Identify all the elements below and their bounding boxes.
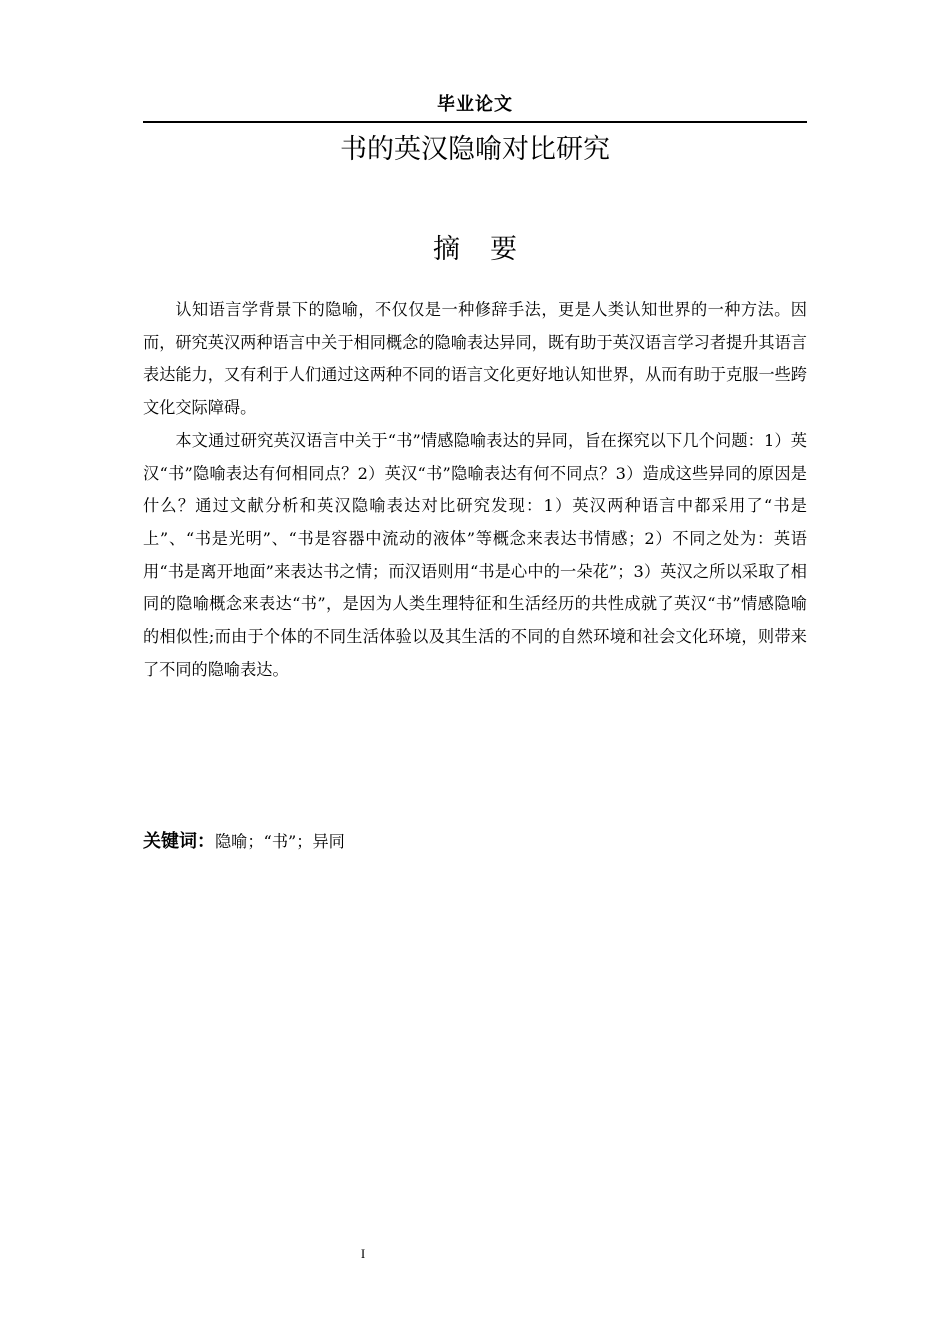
abstract-heading: 摘要 xyxy=(433,234,547,265)
keywords-value: 隐喻；“书”；异同 xyxy=(215,832,345,851)
keywords-line xyxy=(143,826,807,858)
page-number: I xyxy=(360,1246,366,1261)
running-header: 毕业论文 xyxy=(437,94,513,115)
header-divider xyxy=(143,121,807,123)
keywords-label: 关键词： xyxy=(143,831,215,852)
abstract-paragraph-1: 认知语言学背景下的隐喻，不仅仅是一种修辞手法，更是人类认知世界的一种方法。因而，研究英汉两种语言中关于相同概念的隐喻表达异同，既有助于英汉语言学习者提升其语言表达能力，又有利于人们通过这两种不同的语言文化更好地认知世界，从而有助于克服一些跨文化交际障碍。 xyxy=(143,300,807,418)
abstract-body xyxy=(143,294,807,686)
thesis-title: 书的英汉隐喻对比研究 xyxy=(340,134,610,165)
abstract-paragraph-2: 本文通过研究英汉语言中关于“书”情感隐喻表达的异同，旨在探究以下几个问题：1）英汉“书”隐喻表达有何相同点？2）英汉“书”隐喻表达有何不同点？3）造成这些异同的原因是什么？通过文献分析和英汉隐喻表达对比研究发现：1）英汉两种语言中都采用了“书是上”、“书是光明”、“书是容器中流动的液体”等概念来表达书情感；2）不同之处为：英语用“书是离开地面”来表达书之情；而汉语则用“书是心中的一朵花”；3）英汉之所以采取了相同的隐喻概念来表达“书”，是因为人类生理特征和生活经历的共性成就了英汉“书”情感隐喻的相似性;而由于个体的不同生活体验以及其生活的不同的自然环境和社会文化环境，则带来了不同的隐喻表达。 xyxy=(143,430,807,679)
